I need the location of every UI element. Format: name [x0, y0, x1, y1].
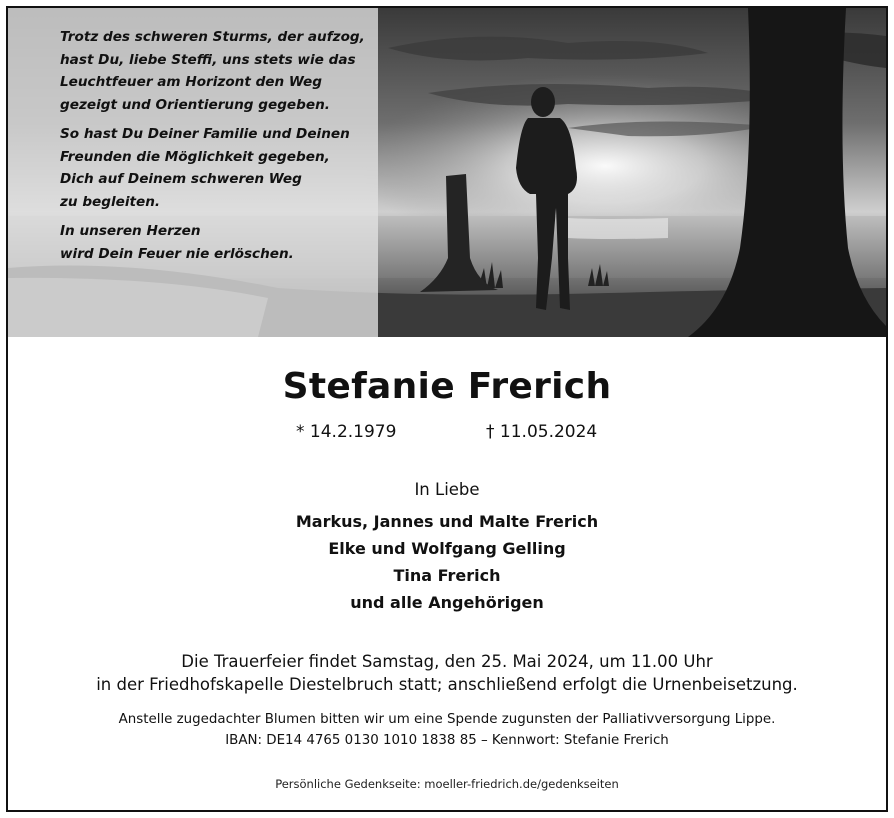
mourner-name: Elke und Wolfgang Gelling	[328, 539, 566, 558]
mourner-name: Markus, Jannes und Malte Frerich	[295, 512, 599, 531]
poem	[60, 26, 375, 272]
bank-details: IBAN: DE14 4765 0130 1010 1838 85 – Kennwort: Stefanie Frerich	[225, 733, 669, 748]
header-photo	[8, 8, 886, 337]
mourner-name: Tina Frerich	[393, 566, 501, 585]
death-date: † 11.05.2024	[486, 422, 598, 442]
donation-info	[8, 709, 886, 751]
deceased-name: Stefanie Frerich	[282, 366, 612, 407]
ceremony-info	[8, 650, 886, 696]
donation-line: Anstelle zugedachter Blumen bitten wir um eine Spende zugunsten der Palliativversorgung Lippe.	[118, 712, 776, 727]
birth-date: * 14.2.1979	[296, 422, 397, 442]
poem-stanza: Trotz des schweren Sturms, der aufzog, hast Du, liebe Steffi, uns stets wie das Leuchtfeuer am Horizont den Weg gezeigt und Orientierung gegeben.	[60, 29, 365, 113]
mourners-list	[8, 508, 886, 616]
poem-stanza: So hast Du Deiner Familie und Deinen Freunden die Möglichkeit gegeben, Dich auf Deinem schweren Weg zu begleiten.	[60, 126, 350, 210]
poem-stanza: In unseren Herzen wird Dein Feuer nie erlöschen.	[60, 223, 294, 262]
ceremony-line: Die Trauerfeier findet Samstag, den 25. Mai 2024, um 11.00 Uhr	[181, 652, 713, 671]
mourners-intro: In Liebe	[414, 480, 480, 499]
mourner-name: und alle Angehörigen	[350, 593, 544, 612]
memorial-page-note: Persönliche Gedenkseite: moeller-friedrich.de/gedenkseiten	[275, 777, 619, 791]
ceremony-line: in der Friedhofskapelle Diestelbruch statt; anschließend erfolgt die Urnenbeisetzung.	[96, 675, 798, 694]
obituary-notice	[6, 6, 888, 812]
